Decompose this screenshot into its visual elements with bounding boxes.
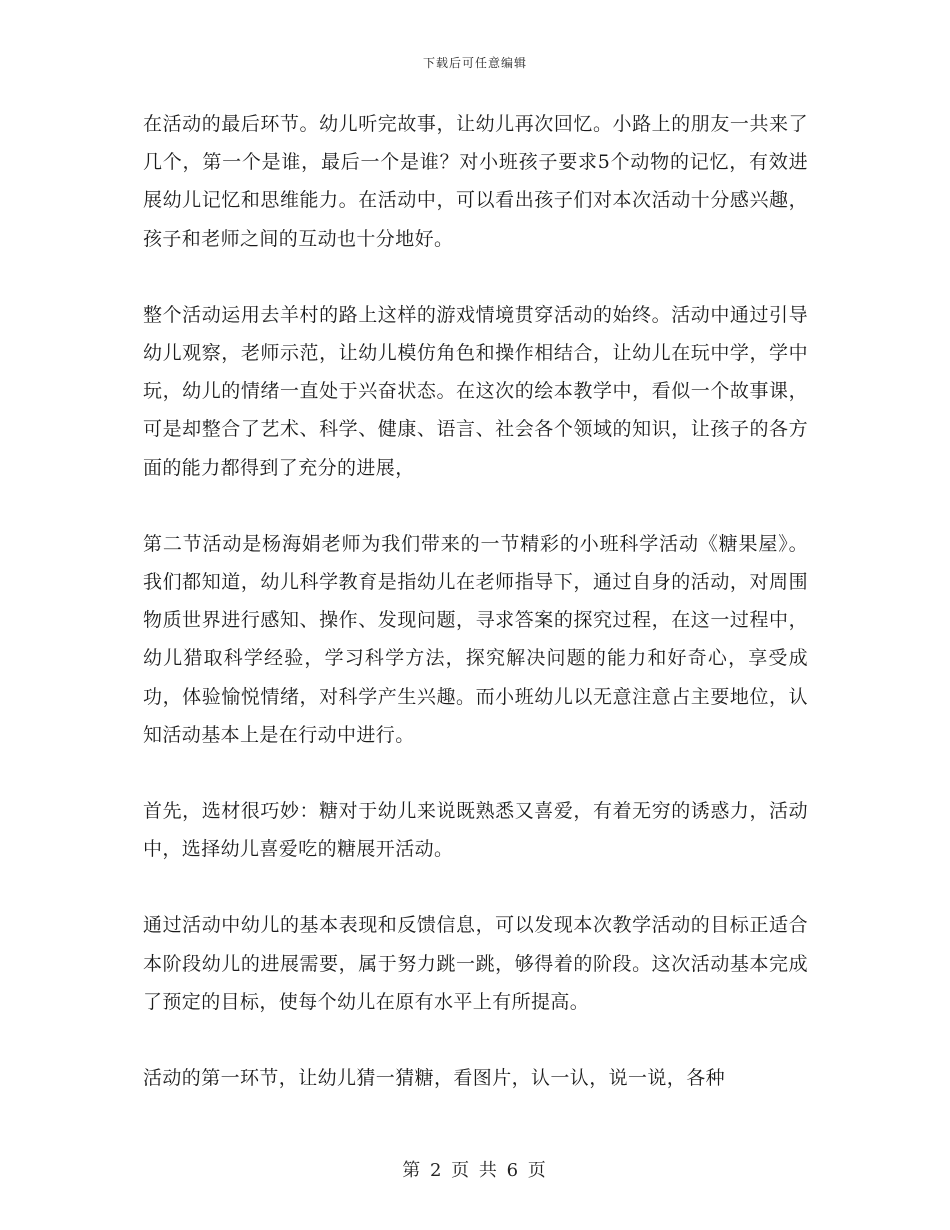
paragraph-6: 活动的第一环节，让幼儿猜一猜糖，看图片，认一认，说一说，各种: [143, 1067, 726, 1090]
paragraph-5: 通过活动中幼儿的基本表现和反馈信息，可以发现本次教学活动的目标正适合本阶段幼儿的进展需要，属于努力跳一跳，够得着的阶段。这次活动基本完成了预定的目标，使每个幼儿在原有水平上有所提高。: [143, 914, 808, 1013]
page-header: 下载后可任意编辑: [422, 56, 527, 70]
paragraph-3: 第二节活动是杨海娟老师为我们带来的一节精彩的小班科学活动《糖果屋》。我们都知道，幼儿科学教育是指幼儿在老师指导下，通过自身的活动，对周围物质世界进行感知、操作、发现问题，寻求答案的探究过程，在这一过程中，幼儿猎取科学经验，学习科学方法，探究解决问题的能力和好奇心，享受成功，体验愉悦情绪，对科学产生兴趣。而小班幼儿以无意注意占主要地位，认知活动基本上是在行动中进行。: [143, 532, 808, 746]
paragraph-2: 整个活动运用去羊村的路上这样的游戏情境贯穿活动的始终。活动中通过引导幼儿观察，老师示范，让幼儿模仿角色和操作相结合，让幼儿在玩中学，学中玩，幼儿的情绪一直处于兴奋状态。在这次的绘本教学中，看似一个故事课，可是却整合了艺术、科学、健康、语言、社会各个领域的知识，让孩子的各方面的能力都得到了充分的进展，: [143, 303, 808, 479]
paragraph-1: 在活动的最后环节。幼儿听完故事，让幼儿再次回忆。小路上的朋友一共来了几个，第一个是谁，最后一个是谁？对小班孩子要求5个动物的记忆，有效进展幼儿记忆和思维能力。在活动中，可以看出孩子们对本次活动十分感兴趣，孩子和老师之间的互动也十分地好。: [143, 113, 808, 250]
paragraph-4: 首先，选材很巧妙：糖对于幼儿来说既熟悉又喜爱，有着无穷的诱惑力，活动中，选择幼儿喜爱吃的糖展开活动。: [143, 800, 808, 861]
document-body: [143, 105, 808, 1135]
page-number: 第 2 页 共 6 页: [402, 1160, 548, 1181]
